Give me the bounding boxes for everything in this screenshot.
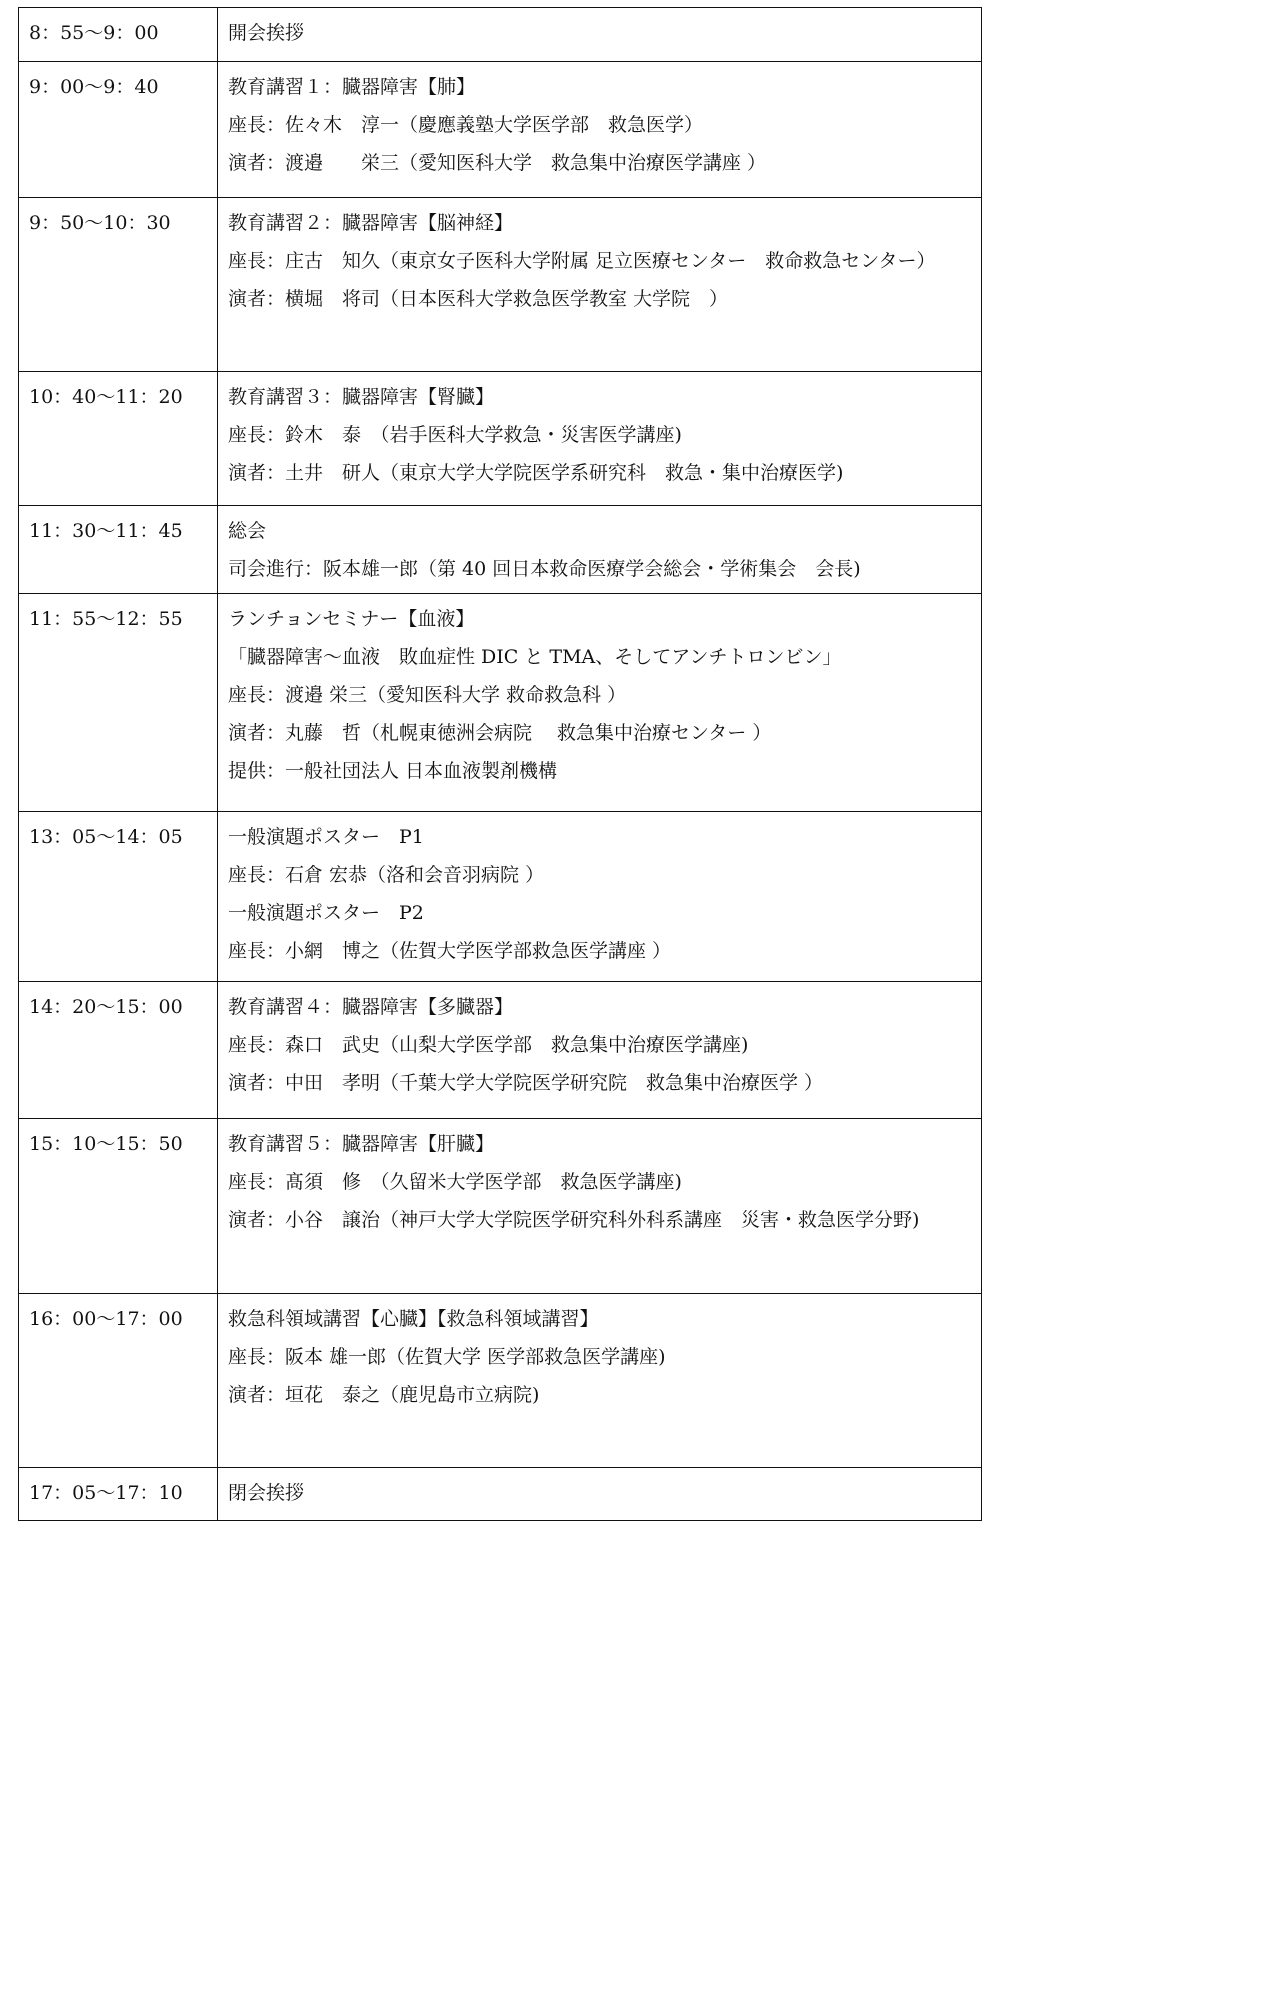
session-details — [218, 372, 982, 506]
session-time: 9：50～10：30 — [19, 198, 218, 372]
session-row — [19, 62, 982, 198]
session-details — [218, 594, 982, 812]
session-title: 教育講習３：臓器障害【腎臓】 — [228, 386, 495, 408]
session-row — [19, 812, 982, 982]
session-time: 17：05～17：10 — [19, 1468, 218, 1521]
session-title: 閉会挨拶 — [228, 1482, 305, 1504]
speaker-line: 演者：中田 孝明（千葉大学大学院医学研究院 救急集中治療医学 ） — [228, 1072, 824, 1094]
schedule-table — [18, 7, 982, 1521]
chair-line: 座長：鈴木 泰 （岩手医科大学救急・災害医学講座) — [228, 424, 682, 446]
session-row — [19, 506, 982, 594]
session-title: ランチョンセミナー【血液】 — [228, 608, 475, 630]
speaker-line: 演者：小谷 譲治（神戸大学大学院医学研究科外科系講座 災害・救急医学分野) — [228, 1209, 920, 1231]
session-title: 教育講習２：臓器障害【脳神経】 — [228, 212, 514, 234]
session-time: 13：05～14：05 — [19, 812, 218, 982]
chair-line: 座長：小網 博之（佐賀大学医学部救急医学講座 ） — [228, 940, 672, 962]
session-details — [218, 982, 982, 1119]
speaker-line: 演者：丸藤 哲（札幌東徳洲会病院 救急集中治療センター ） — [228, 722, 772, 744]
chair-line: 座長：庄古 知久（東京女子医科大学附属 足立医療センター 救命救急センター） — [228, 250, 936, 272]
session-row — [19, 372, 982, 506]
session-details — [218, 8, 982, 62]
session-details — [218, 198, 982, 372]
session-time: 11：30～11：45 — [19, 506, 218, 594]
session-row — [19, 982, 982, 1119]
session-row — [19, 1119, 982, 1294]
sponsor-line: 提供：一般社団法人 日本血液製剤機構 — [228, 760, 558, 782]
session-time: 16：00～17：00 — [19, 1294, 218, 1468]
session-title: 開会挨拶 — [228, 22, 305, 44]
session-details — [218, 1119, 982, 1294]
session-title: 教育講習１：臓器障害【肺】 — [228, 76, 476, 98]
session-details — [218, 812, 982, 982]
session-time: 10：40～11：20 — [19, 372, 218, 506]
session-time: 8：55～9：00 — [19, 8, 218, 62]
session-details — [218, 62, 982, 198]
chair-line: 座長：髙須 修 （久留米大学医学部 救急医学講座) — [228, 1171, 682, 1193]
session-details — [218, 1294, 982, 1468]
session-title: 教育講習５：臓器障害【肝臓】 — [228, 1133, 495, 1155]
session-title: 教育講習４：臓器障害【多臓器】 — [228, 996, 514, 1018]
moderator-line: 司会進行：阪本雄一郎（第 40 回日本救命医療学会総会・学術集会 会長) — [228, 558, 861, 580]
chair-line: 座長：阪本 雄一郎（佐賀大学 医学部救急医学講座) — [228, 1346, 666, 1368]
seminar-subtitle: 「臓器障害～血液 敗血症性 DIC と TMA、そしてアンチトロンビン」 — [228, 646, 842, 668]
session-time: 14：20～15：00 — [19, 982, 218, 1119]
session-title: 救急科領域講習【心臓】【救急科領域講習】 — [228, 1308, 599, 1330]
session-title: 一般演題ポスター P1 — [228, 826, 424, 848]
session-time: 11：55～12：55 — [19, 594, 218, 812]
session-details — [218, 1468, 982, 1521]
session-time: 9：00～9：40 — [19, 62, 218, 198]
session-row — [19, 8, 982, 62]
session-row — [19, 198, 982, 372]
session-time: 15：10～15：50 — [19, 1119, 218, 1294]
speaker-line: 演者：垣花 泰之（鹿児島市立病院) — [228, 1384, 540, 1406]
session-details — [218, 506, 982, 594]
session-title: 一般演題ポスター P2 — [228, 902, 424, 924]
chair-line: 座長：渡邉 栄三（愛知医科大学 救命救急科 ） — [228, 684, 627, 706]
speaker-line: 演者：渡邉 栄三（愛知医科大学 救急集中治療医学講座 ） — [228, 152, 767, 174]
session-title: 総会 — [228, 520, 267, 542]
chair-line: 座長：佐々木 淳一（慶應義塾大学医学部 救急医学） — [228, 114, 704, 136]
session-row — [19, 594, 982, 812]
chair-line: 座長：石倉 宏恭（洛和会音羽病院 ） — [228, 864, 545, 886]
speaker-line: 演者：横堀 将司（日本医科大学救急医学教室 大学院 ） — [228, 288, 729, 310]
session-row — [19, 1294, 982, 1468]
session-row — [19, 1468, 982, 1521]
chair-line: 座長：森口 武史（山梨大学医学部 救急集中治療医学講座) — [228, 1034, 749, 1056]
speaker-line: 演者：土井 研人（東京大学大学院医学系研究科 救急・集中治療医学) — [228, 462, 844, 484]
